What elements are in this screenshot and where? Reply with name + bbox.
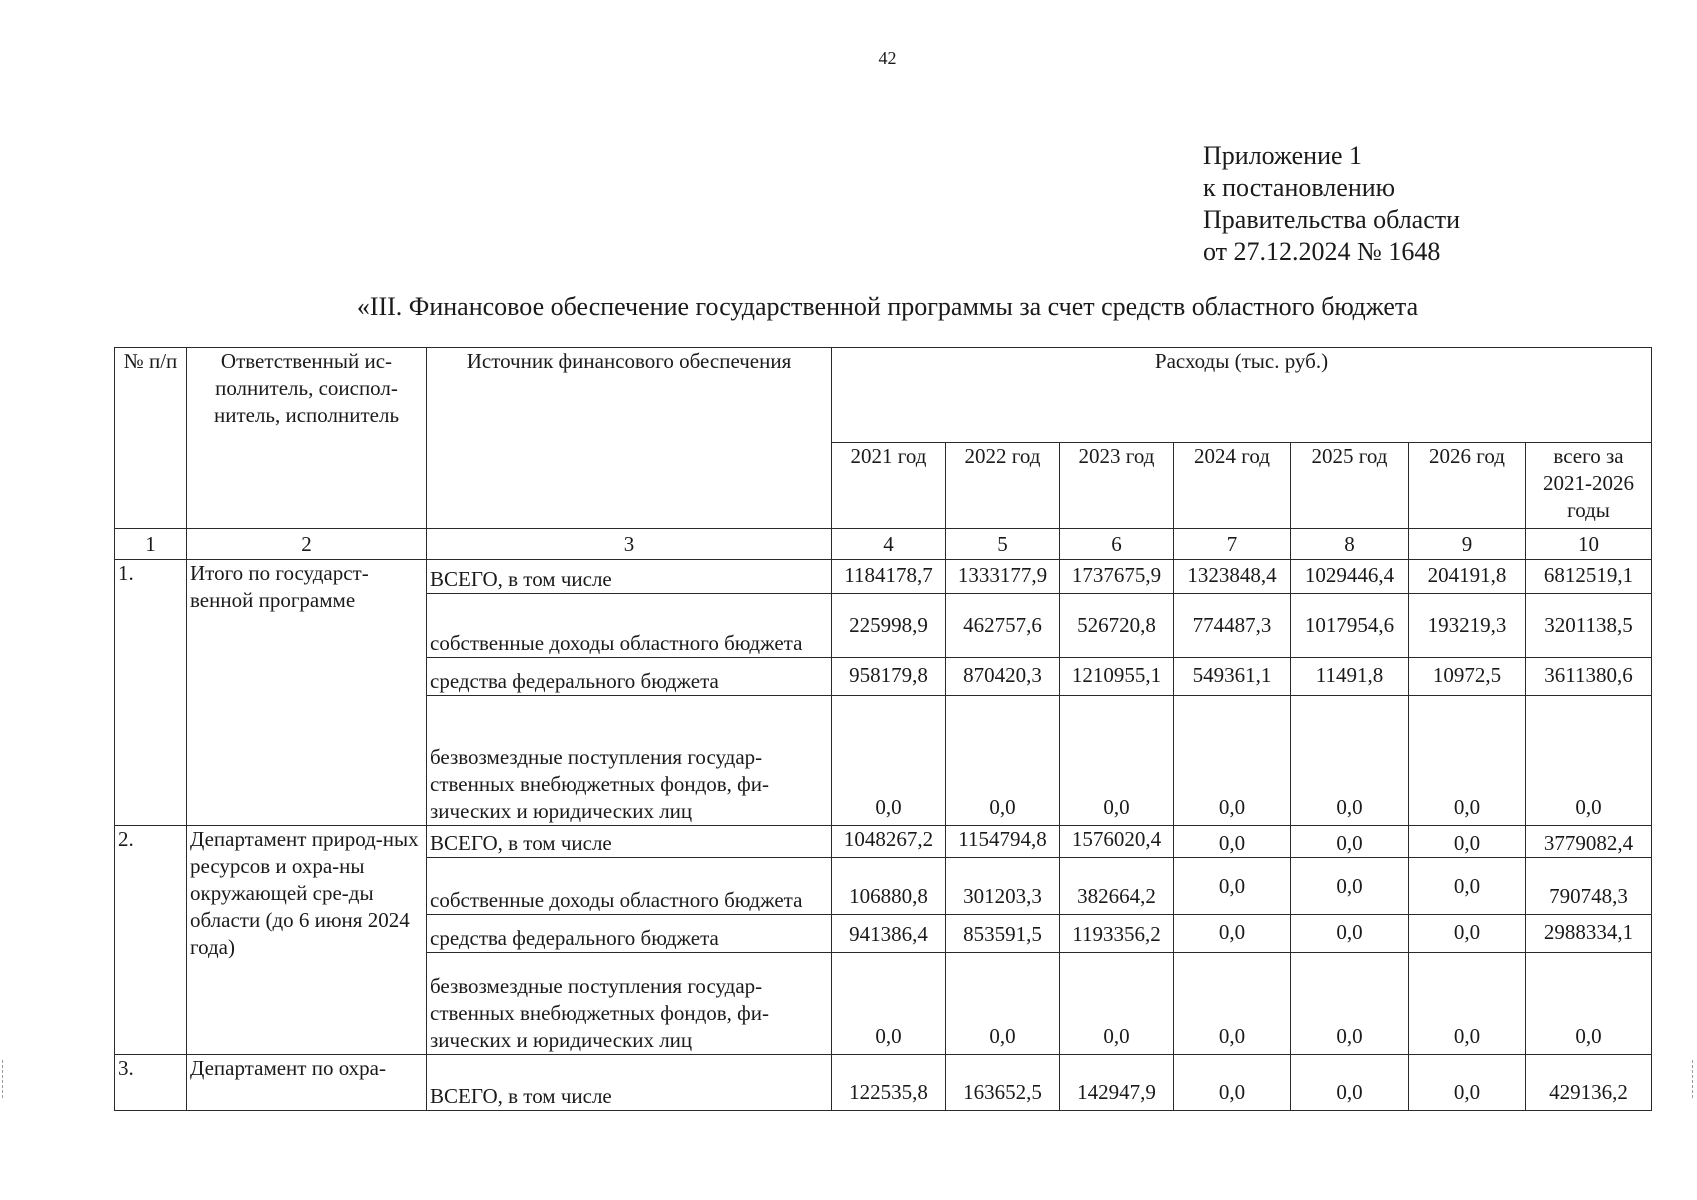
appendix-line-1: Приложение 1 — [1203, 141, 1363, 170]
appendix-line-2: к постановлению — [1203, 173, 1396, 202]
col-number: 5 — [946, 529, 1060, 560]
scan-artifact-left — [2, 1060, 5, 1098]
value-cell: 0,0 — [1291, 953, 1409, 1055]
value-cell: 0,0 — [1060, 953, 1174, 1055]
value-cell: 0,0 — [1526, 953, 1652, 1055]
value-cell: 462757,6 — [946, 594, 1060, 658]
source-cell: безвозмездные поступления государ-ственных внебюджетных фондов, фи-зических и юридических лиц — [427, 953, 832, 1055]
value-cell: 0,0 — [1409, 953, 1526, 1055]
appendix-line-3: Правительства области — [1203, 205, 1461, 234]
value-cell: 2988334,1 — [1526, 915, 1652, 953]
value-cell: 853591,5 — [946, 915, 1060, 953]
value-cell: 0,0 — [1409, 826, 1526, 858]
value-cell: 0,0 — [1409, 696, 1526, 826]
row-number: 3. — [115, 1055, 187, 1111]
value-cell: 163652,5 — [946, 1055, 1060, 1111]
source-cell: ВСЕГО, в том числе — [427, 1055, 832, 1111]
value-cell: 0,0 — [1174, 826, 1291, 858]
col-number: 4 — [832, 529, 946, 560]
value-cell: 106880,8 — [832, 858, 946, 915]
col-number: 6 — [1060, 529, 1174, 560]
col-number: 10 — [1526, 529, 1652, 560]
col-number: 7 — [1174, 529, 1291, 560]
col-number: 9 — [1409, 529, 1526, 560]
col-number: 2 — [187, 529, 427, 560]
header-num: № п/п — [115, 348, 187, 529]
value-cell: 0,0 — [1291, 915, 1409, 953]
source-cell: ВСЕГО, в том числе — [427, 826, 832, 858]
value-cell: 0,0 — [1060, 696, 1174, 826]
value-cell: 1193356,2 — [1060, 915, 1174, 953]
table-row — [115, 826, 1652, 858]
value-cell: 0,0 — [1174, 953, 1291, 1055]
header-source: Источник финансового обеспечения — [427, 348, 832, 529]
value-cell: 3201138,5 — [1526, 594, 1652, 658]
value-cell: 0,0 — [1174, 696, 1291, 826]
value-cell: 204191,8 — [1409, 560, 1526, 594]
value-cell: 193219,3 — [1409, 594, 1526, 658]
value-cell: 0,0 — [1409, 1055, 1526, 1111]
value-cell: 549361,1 — [1174, 658, 1291, 696]
responsible-cell: Департамент природ-ных ресурсов и охра-ны окружающей сре-ды области (до 6 июня 2024 года) — [187, 826, 427, 1055]
value-cell: 1184178,7 — [832, 560, 946, 594]
header-total: всего за 2021-2026 годы — [1526, 443, 1652, 529]
value-cell: 0,0 — [1409, 915, 1526, 953]
value-cell: 225998,9 — [832, 594, 946, 658]
header-responsible: Ответственный ис-полнитель, соиспол-нитель, исполнитель — [187, 348, 427, 529]
section-title: «III. Финансовое обеспечение государственной программы за счет средств областного бюджета — [356, 292, 1419, 321]
responsible-cell: Департамент по охра- — [187, 1055, 427, 1111]
col-number: 1 — [115, 529, 187, 560]
value-cell: 0,0 — [1409, 858, 1526, 915]
value-cell: 941386,4 — [832, 915, 946, 953]
value-cell: 790748,3 — [1526, 858, 1652, 915]
header-year: 2024 год — [1174, 443, 1291, 529]
page-number: 42 — [878, 48, 897, 68]
value-cell: 1737675,9 — [1060, 560, 1174, 594]
value-cell: 382664,2 — [1060, 858, 1174, 915]
value-cell: 526720,8 — [1060, 594, 1174, 658]
value-cell: 0,0 — [946, 953, 1060, 1055]
responsible-cell: Итого по государст-венной программе — [187, 560, 427, 826]
value-cell: 0,0 — [1174, 1055, 1291, 1111]
value-cell: 3611380,6 — [1526, 658, 1652, 696]
col-number: 8 — [1291, 529, 1409, 560]
value-cell: 0,0 — [1526, 696, 1652, 826]
scan-artifact-right — [1692, 1060, 1695, 1098]
value-cell: 11491,8 — [1291, 658, 1409, 696]
value-cell: 1576020,4 — [1060, 826, 1174, 858]
value-cell: 0,0 — [832, 953, 946, 1055]
value-cell: 301203,3 — [946, 858, 1060, 915]
appendix-block — [1203, 140, 1460, 268]
source-cell: собственные доходы областного бюджета — [427, 858, 832, 915]
value-cell: 0,0 — [832, 696, 946, 826]
value-cell: 1210955,1 — [1060, 658, 1174, 696]
value-cell: 774487,3 — [1174, 594, 1291, 658]
value-cell: 0,0 — [1174, 858, 1291, 915]
row-number: 1. — [115, 560, 187, 826]
value-cell: 1323848,4 — [1174, 560, 1291, 594]
value-cell: 0,0 — [1174, 915, 1291, 953]
value-cell: 1048267,2 — [832, 826, 946, 858]
table-row — [115, 560, 1652, 594]
header-year: 2023 год — [1060, 443, 1174, 529]
header-year: 2022 год — [946, 443, 1060, 529]
col-number: 3 — [427, 529, 832, 560]
value-cell: 1333177,9 — [946, 560, 1060, 594]
value-cell: 0,0 — [1291, 858, 1409, 915]
value-cell: 1154794,8 — [946, 826, 1060, 858]
value-cell: 0,0 — [1291, 696, 1409, 826]
value-cell: 142947,9 — [1060, 1055, 1174, 1111]
value-cell: 3779082,4 — [1526, 826, 1652, 858]
header-expenses: Расходы (тыс. руб.) — [832, 348, 1652, 443]
value-cell: 0,0 — [946, 696, 1060, 826]
value-cell: 122535,8 — [832, 1055, 946, 1111]
row-number: 2. — [115, 826, 187, 1055]
table-row — [115, 1055, 1652, 1111]
source-cell: средства федерального бюджета — [427, 915, 832, 953]
source-cell: собственные доходы областного бюджета — [427, 594, 832, 658]
header-year: 2026 год — [1409, 443, 1526, 529]
value-cell: 10972,5 — [1409, 658, 1526, 696]
value-cell: 958179,8 — [832, 658, 946, 696]
value-cell: 429136,2 — [1526, 1055, 1652, 1111]
value-cell: 0,0 — [1291, 826, 1409, 858]
value-cell: 1017954,6 — [1291, 594, 1409, 658]
source-cell: ВСЕГО, в том числе — [427, 560, 832, 594]
appendix-line-4: от 27.12.2024 № 1648 — [1203, 237, 1441, 266]
source-cell: средства федерального бюджета — [427, 658, 832, 696]
source-cell: безвозмездные поступления государ-ственных внебюджетных фондов, фи-зических и юридических лиц — [427, 696, 832, 826]
value-cell: 1029446,4 — [1291, 560, 1409, 594]
value-cell: 0,0 — [1291, 1055, 1409, 1111]
budget-table — [114, 347, 1652, 1111]
header-year: 2025 год — [1291, 443, 1409, 529]
value-cell: 6812519,1 — [1526, 560, 1652, 594]
header-year: 2021 год — [832, 443, 946, 529]
value-cell: 870420,3 — [946, 658, 1060, 696]
